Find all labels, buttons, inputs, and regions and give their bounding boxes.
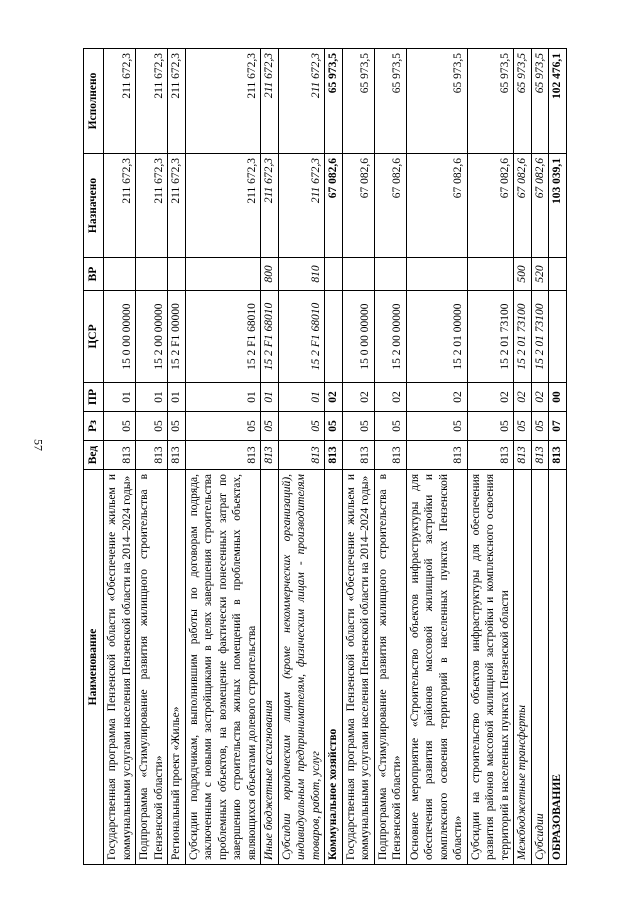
cell-executed: 211 672,3 [104,49,136,154]
cell-assigned: 211 672,3 [168,154,186,258]
table-row [342,49,374,865]
cell-ved: 813 [325,441,343,470]
cell-name: Подпрограмма «Стимулирование развития жилищного строительства в Пензенской области» [136,470,168,865]
cell-rz: 05 [325,412,343,441]
cell-csr [549,291,567,383]
cell-rz: 05 [342,412,374,441]
cell-assigned: 67 082,6 [531,154,549,258]
cell-name: Субсидии на строительство объектов инфраструктуры для обеспечения развития районов массовой жилищной застройки и комплексного освоения территорий в населенных пунктах Пензенской области [467,470,514,865]
cell-rz: 05 [467,412,514,441]
cell-csr [325,291,343,383]
table-row [531,49,549,865]
cell-csr: 15 2 F1 00000 [168,291,186,383]
cell-pr: 02 [342,383,374,412]
header-assigned: Назначено [84,154,104,258]
cell-ved: 813 [185,441,261,470]
cell-assigned: 211 672,3 [185,154,261,258]
cell-vr [168,258,186,291]
cell-name: Коммунальное хозяйство [325,470,343,865]
cell-executed: 65 973,5 [514,49,532,154]
cell-rz: 05 [104,412,136,441]
cell-executed: 102 476,1 [549,49,567,154]
cell-rz: 05 [406,412,467,441]
cell-rz: 05 [136,412,168,441]
cell-ved: 813 [406,441,467,470]
cell-assigned: 67 082,6 [325,154,343,258]
table-row [325,49,343,865]
cell-name: Основное мероприятие «Строительство объектов инфраструктуры для обеспечения развития районов массовой жилищной застройки и комплексного освоения территорий в населенных пунктах Пензенской области» [406,470,467,865]
cell-ved: 813 [514,441,532,470]
cell-executed: 65 973,5 [406,49,467,154]
table-row [514,49,532,865]
cell-rz: 05 [531,412,549,441]
cell-ved: 813 [531,441,549,470]
cell-executed: 211 672,3 [136,49,168,154]
cell-vr [342,258,374,291]
cell-executed: 211 672,3 [185,49,261,154]
cell-name: Субсидии [531,470,549,865]
cell-ved: 813 [342,441,374,470]
cell-pr: 01 [168,383,186,412]
cell-vr [406,258,467,291]
cell-csr: 15 2 F1 68010 [261,291,279,383]
header-executed: Исполнено [84,49,104,154]
header-name: Наименование [84,470,104,865]
cell-assigned: 211 672,3 [261,154,279,258]
cell-assigned: 67 082,6 [342,154,374,258]
cell-pr: 02 [467,383,514,412]
cell-csr: 15 2 00 00000 [374,291,406,383]
cell-vr [185,258,261,291]
cell-name: Государственная программа Пензенской области «Обеспечение жильем и коммунальными услугами населения Пензенской области на 2014–2024 годы» [342,470,374,865]
cell-csr: 15 2 00 00000 [136,291,168,383]
rotated-page [83,49,567,865]
table-row [467,49,514,865]
cell-ved: 813 [374,441,406,470]
table-row [278,49,325,865]
cell-rz: 05 [168,412,186,441]
cell-vr: 810 [278,258,325,291]
cell-rz: 05 [185,412,261,441]
cell-name: ОБРАЗОВАНИЕ [549,470,567,865]
cell-name: Субсидии юридическим лицам (кроме некоммерческих организаций), индивидуальным предпринимателям, физическим лицам - производителям товаров, работ, услуг [278,470,325,865]
cell-vr [104,258,136,291]
cell-assigned: 67 082,6 [406,154,467,258]
cell-vr: 500 [514,258,532,291]
cell-ved: 813 [261,441,279,470]
cell-executed: 65 973,5 [531,49,549,154]
cell-csr: 15 2 F1 68010 [185,291,261,383]
cell-pr: 01 [136,383,168,412]
page-number: 57 [31,439,46,451]
cell-pr: 02 [406,383,467,412]
cell-csr: 15 2 01 00000 [406,291,467,383]
header-pr: ПР [84,383,104,412]
cell-assigned: 67 082,6 [374,154,406,258]
cell-name: Подпрограмма «Стимулирование развития жилищного строительства в Пензенской области» [374,470,406,865]
cell-rz: 05 [374,412,406,441]
cell-vr [136,258,168,291]
cell-executed: 65 973,5 [374,49,406,154]
cell-pr: 01 [261,383,279,412]
table-row [185,49,261,865]
cell-rz: 07 [549,412,567,441]
cell-ved: 813 [168,441,186,470]
cell-executed: 65 973,5 [325,49,343,154]
cell-assigned: 103 039,1 [549,154,567,258]
cell-name: Межбюджетные трансферты [514,470,532,865]
table-row [374,49,406,865]
cell-csr: 15 0 00 00000 [104,291,136,383]
budget-table [83,48,567,865]
cell-csr: 15 2 F1 68010 [278,291,325,383]
cell-pr: 02 [374,383,406,412]
table-row [261,49,279,865]
cell-executed: 65 973,5 [467,49,514,154]
cell-pr: 01 [185,383,261,412]
cell-pr: 02 [531,383,549,412]
cell-ved: 813 [549,441,567,470]
cell-executed: 211 672,3 [261,49,279,154]
cell-assigned: 67 082,6 [514,154,532,258]
cell-csr: 15 2 01 73100 [514,291,532,383]
cell-assigned: 211 672,3 [278,154,325,258]
table-row [168,49,186,865]
cell-executed: 65 973,5 [342,49,374,154]
cell-ved: 813 [104,441,136,470]
table-row [104,49,136,865]
header-vr: ВР [84,258,104,291]
cell-ved: 813 [278,441,325,470]
cell-vr [374,258,406,291]
header-csr: ЦСР [84,291,104,383]
cell-csr: 15 0 00 00000 [342,291,374,383]
table-row [136,49,168,865]
cell-name: Государственная программа Пензенской области «Обеспечение жильем и коммунальными услугами населения Пензенской области на 2014–2024 годы» [104,470,136,865]
cell-assigned: 67 082,6 [467,154,514,258]
cell-rz: 05 [261,412,279,441]
cell-rz: 05 [278,412,325,441]
table-row [549,49,567,865]
cell-vr [325,258,343,291]
cell-ved: 813 [136,441,168,470]
cell-executed: 211 672,3 [168,49,186,154]
header-row [84,49,104,865]
header-rz: Рз [84,412,104,441]
table-row [406,49,467,865]
cell-pr: 01 [278,383,325,412]
cell-vr [549,258,567,291]
cell-name: Региональный проект «Жилье» [168,470,186,865]
cell-vr: 800 [261,258,279,291]
header-ved: Вед [84,441,104,470]
cell-ved: 813 [467,441,514,470]
cell-executed: 211 672,3 [278,49,325,154]
cell-assigned: 211 672,3 [104,154,136,258]
cell-vr: 520 [531,258,549,291]
cell-pr: 02 [514,383,532,412]
cell-rz: 05 [514,412,532,441]
cell-pr: 00 [549,383,567,412]
cell-pr: 02 [325,383,343,412]
cell-name: Иные бюджетные ассигнования [261,470,279,865]
cell-vr [467,258,514,291]
cell-csr: 15 2 01 73100 [467,291,514,383]
cell-assigned: 211 672,3 [136,154,168,258]
cell-csr: 15 2 01 73100 [531,291,549,383]
cell-pr: 01 [104,383,136,412]
cell-name: Субсидии подрядчикам, выполнившим работы по договорам подряда, заключенным с новыми застройщиками в целях завершения строительства проблемных объектов, на возмещение фактически понесенных затрат по завершению строительства жилых помещений в проблемных объектах, являющихся объектами долевого строительства [185,470,261,865]
